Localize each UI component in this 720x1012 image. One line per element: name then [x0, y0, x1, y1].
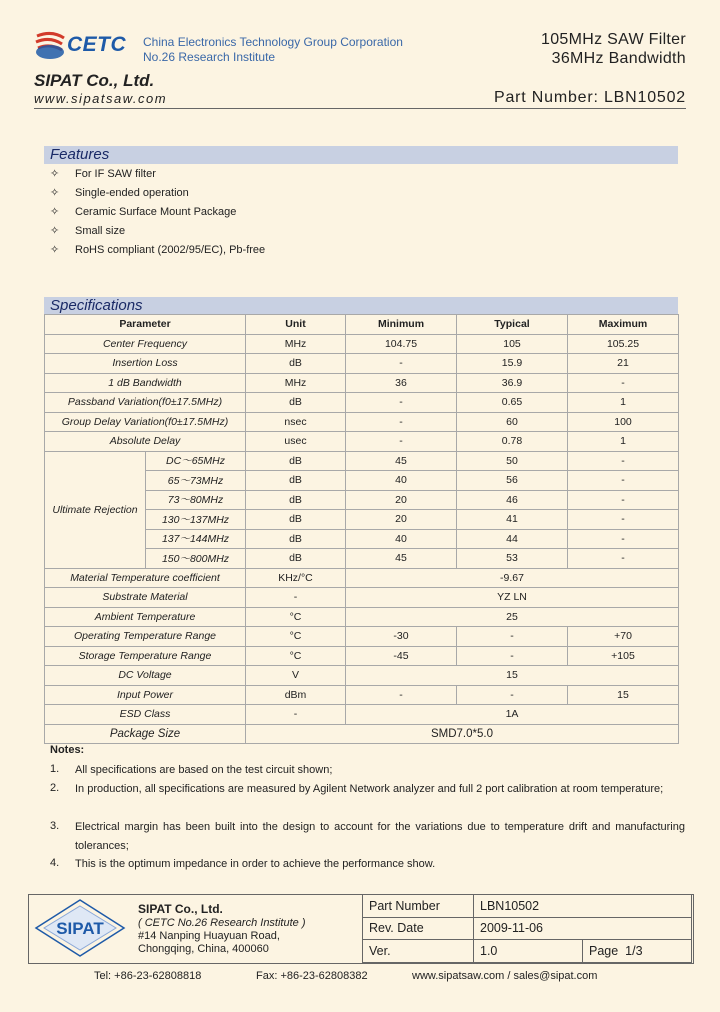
feature-text: Single-ended operation: [75, 187, 189, 199]
spec-cell: YZ LN: [346, 588, 679, 608]
spec-cell: 15: [346, 666, 679, 686]
page-value: 1/3: [625, 943, 643, 958]
footer-company: SIPAT Co., Ltd.: [138, 902, 223, 916]
rejection-band: 65～73MHz: [146, 471, 246, 491]
bullet-icon: ✧: [50, 225, 60, 237]
table-row: [45, 724, 679, 744]
company-name: SIPAT Co., Ltd.: [34, 71, 155, 90]
doc-info-table: [362, 894, 692, 963]
spec-cell: dB: [246, 471, 346, 491]
spec-cell: 41: [457, 510, 568, 530]
rejection-label: Ultimate Rejection: [45, 451, 146, 568]
table-row: [45, 334, 679, 354]
footer-fax: Fax: +86-23-62808382: [256, 970, 368, 982]
table-row: [45, 393, 679, 413]
note-number: 3.: [50, 820, 60, 832]
param-name: Insertion Loss: [45, 354, 246, 374]
param-name: DC Voltage: [45, 666, 246, 686]
column-header: Unit: [246, 315, 346, 335]
header-divider: [34, 108, 686, 109]
spec-cell: 56: [457, 471, 568, 491]
param-name: ESD Class: [45, 705, 246, 725]
note-number: 1.: [50, 763, 60, 775]
param-name: Package Size: [45, 724, 246, 744]
rev-label: Rev. Date: [363, 917, 474, 940]
footer-tel: Tel: +86-23-62808818: [94, 970, 202, 982]
spec-cell: 1: [568, 432, 679, 452]
feature-item: [50, 243, 265, 256]
table-row: [45, 354, 679, 374]
spec-cell: 105.25: [568, 334, 679, 354]
spec-cell: -: [346, 412, 457, 432]
rejection-band: DC～65MHz: [146, 451, 246, 471]
feature-text: For IF SAW filter: [75, 168, 156, 180]
note-text: All specifications are based on the test circuit shown;: [75, 764, 333, 776]
sipat-logo-text: SIPAT: [56, 919, 104, 938]
param-name: Material Temperature coefficient: [45, 568, 246, 588]
footer-address-line2: Chongqing, China, 400060: [138, 943, 269, 955]
table-row: [45, 588, 679, 608]
param-name: 1 dB Bandwidth: [45, 373, 246, 393]
spec-cell: -: [457, 685, 568, 705]
param-name: Absolute Delay: [45, 432, 246, 452]
spec-cell: -9.67: [346, 568, 679, 588]
spec-cell: 45: [346, 451, 457, 471]
spec-cell: dB: [246, 451, 346, 471]
bullet-icon: ✧: [50, 187, 60, 199]
spec-cell: MHz: [246, 373, 346, 393]
footer-address-line1: #14 Nanping Huayuan Road,: [138, 930, 280, 942]
param-name: Ambient Temperature: [45, 607, 246, 627]
param-name: Group Delay Variation(f0±17.5MHz): [45, 412, 246, 432]
spec-cell: dB: [246, 490, 346, 510]
spec-cell: °C: [246, 646, 346, 666]
spec-cell: KHz/°C: [246, 568, 346, 588]
spec-cell: -: [568, 549, 679, 569]
spec-cell: -: [346, 685, 457, 705]
spec-cell: +70: [568, 627, 679, 647]
table-row: [45, 451, 679, 471]
spec-cell: 0.65: [457, 393, 568, 413]
spec-cell: °C: [246, 627, 346, 647]
column-header: Parameter: [45, 315, 246, 335]
param-name: Center Frequency: [45, 334, 246, 354]
rev-value: 2009-11-06: [474, 917, 692, 940]
table-row: [45, 685, 679, 705]
spec-cell: dBm: [246, 685, 346, 705]
note-number: 2.: [50, 782, 60, 794]
spec-cell: usec: [246, 432, 346, 452]
spec-cell: dB: [246, 393, 346, 413]
spec-cell: 0.78: [457, 432, 568, 452]
pn-value: LBN10502: [474, 895, 692, 918]
spec-cell: 100: [568, 412, 679, 432]
corp-name: China Electronics Technology Group Corporation: [143, 35, 403, 49]
spec-cell: +105: [568, 646, 679, 666]
spec-cell: 46: [457, 490, 568, 510]
spec-cell: 45: [346, 549, 457, 569]
bullet-icon: ✧: [50, 206, 60, 218]
features-title: Features: [50, 146, 110, 163]
product-title: 105MHz SAW Filter: [541, 31, 686, 48]
spec-cell: dB: [246, 549, 346, 569]
spec-cell: -30: [346, 627, 457, 647]
feature-item: [50, 224, 125, 237]
ver-value: 1.0: [474, 940, 583, 963]
feature-text: Small size: [75, 225, 126, 237]
spec-cell: dB: [246, 510, 346, 530]
spec-cell: 1A: [346, 705, 679, 725]
bullet-icon: ✧: [50, 168, 60, 180]
table-row: [45, 627, 679, 647]
spec-cell: 40: [346, 529, 457, 549]
spec-cell: 44: [457, 529, 568, 549]
feature-text: RoHS compliant (2002/95/EC), Pb-free: [75, 244, 266, 256]
spec-table: [44, 314, 679, 744]
spec-cell: -: [568, 529, 679, 549]
ver-label: Ver.: [363, 940, 474, 963]
spec-cell: 20: [346, 510, 457, 530]
param-name: Storage Temperature Range: [45, 646, 246, 666]
spec-cell: -: [568, 373, 679, 393]
spec-cell: 15.9: [457, 354, 568, 374]
spec-cell: 50: [457, 451, 568, 471]
spec-cell: 104.75: [346, 334, 457, 354]
spec-cell: MHz: [246, 334, 346, 354]
param-name: Passband Variation(f0±17.5MHz): [45, 393, 246, 413]
spec-cell: -: [568, 510, 679, 530]
note-text: This is the optimum impedance in order to achieve the performance show.: [75, 858, 436, 870]
footer-web-mail[interactable]: www.sipatsaw.com / sales@sipat.com: [412, 970, 598, 982]
spec-cell: SMD7.0*5.0: [246, 724, 679, 744]
table-row: [45, 646, 679, 666]
spec-cell: nsec: [246, 412, 346, 432]
feature-item: [50, 186, 189, 199]
spec-cell: 105: [457, 334, 568, 354]
table-row: [45, 666, 679, 686]
bullet-icon: ✧: [50, 244, 60, 256]
param-name: Substrate Material: [45, 588, 246, 608]
spec-cell: dB: [246, 529, 346, 549]
pn-label: Part Number: [363, 895, 474, 918]
page-label: Page: [589, 943, 619, 958]
spec-cell: 36: [346, 373, 457, 393]
spec-cell: -: [246, 588, 346, 608]
note-item: [50, 857, 686, 873]
spec-cell: V: [246, 666, 346, 686]
rejection-band: 150～800MHz: [146, 549, 246, 569]
spec-cell: -: [457, 627, 568, 647]
institute-name: No.26 Research Institute: [143, 50, 276, 64]
spec-cell: 1: [568, 393, 679, 413]
spec-cell: 53: [457, 549, 568, 569]
spec-cell: -: [346, 432, 457, 452]
rejection-band: 130～137MHz: [146, 510, 246, 530]
spec-cell: -: [568, 471, 679, 491]
product-subtitle: 36MHz Bandwidth: [551, 50, 686, 67]
website-link[interactable]: www.sipatsaw.com: [34, 91, 168, 106]
features-bar: [44, 146, 678, 164]
note-item: [50, 763, 686, 779]
table-row: [45, 568, 679, 588]
note-text: Electrical margin has been built into the design to account for the variations due to temperature drift and manufacturing tolerances;: [75, 821, 685, 852]
spec-cell: 25: [346, 607, 679, 627]
spec-cell: -: [457, 646, 568, 666]
column-header: Typical: [457, 315, 568, 335]
spec-cell: 60: [457, 412, 568, 432]
table-row: [45, 412, 679, 432]
spec-cell: -: [346, 393, 457, 413]
spec-cell: -: [568, 451, 679, 471]
spec-cell: 36.9: [457, 373, 568, 393]
footer-institute: ( CETC No.26 Research Institute ): [138, 917, 306, 929]
table-row: [45, 705, 679, 725]
param-name: Input Power: [45, 685, 246, 705]
feature-item: [50, 205, 236, 218]
column-header: Minimum: [346, 315, 457, 335]
note-number: 4.: [50, 857, 60, 869]
note-text: In production, all specifications are measured by Agilent Network analyzer and full 2 port calibration at room temperature;: [75, 783, 664, 795]
spec-cell: 20: [346, 490, 457, 510]
cetc-logo-text: CETC: [67, 33, 127, 56]
note-item: [50, 782, 686, 818]
table-row: [45, 373, 679, 393]
spec-cell: -45: [346, 646, 457, 666]
spec-cell: dB: [246, 354, 346, 374]
sipat-logo: [34, 898, 126, 958]
table-row: [45, 315, 679, 335]
spec-cell: 21: [568, 354, 679, 374]
spec-cell: 40: [346, 471, 457, 491]
part-number: Part Number: LBN10502: [493, 89, 686, 106]
rejection-band: 73～80MHz: [146, 490, 246, 510]
spec-cell: °C: [246, 607, 346, 627]
note-item: [50, 820, 686, 856]
page-info: [583, 940, 692, 963]
table-row: [45, 607, 679, 627]
table-row: [45, 432, 679, 452]
specs-title: Specifications: [50, 297, 143, 314]
rejection-band: 137～144MHz: [146, 529, 246, 549]
spec-cell: 15: [568, 685, 679, 705]
feature-text: Ceramic Surface Mount Package: [75, 206, 237, 218]
column-header: Maximum: [568, 315, 679, 335]
spec-cell: -: [246, 705, 346, 725]
notes-title: Notes:: [50, 744, 85, 756]
feature-item: [50, 167, 156, 180]
spec-cell: -: [568, 490, 679, 510]
param-name: Operating Temperature Range: [45, 627, 246, 647]
spec-cell: -: [346, 354, 457, 374]
